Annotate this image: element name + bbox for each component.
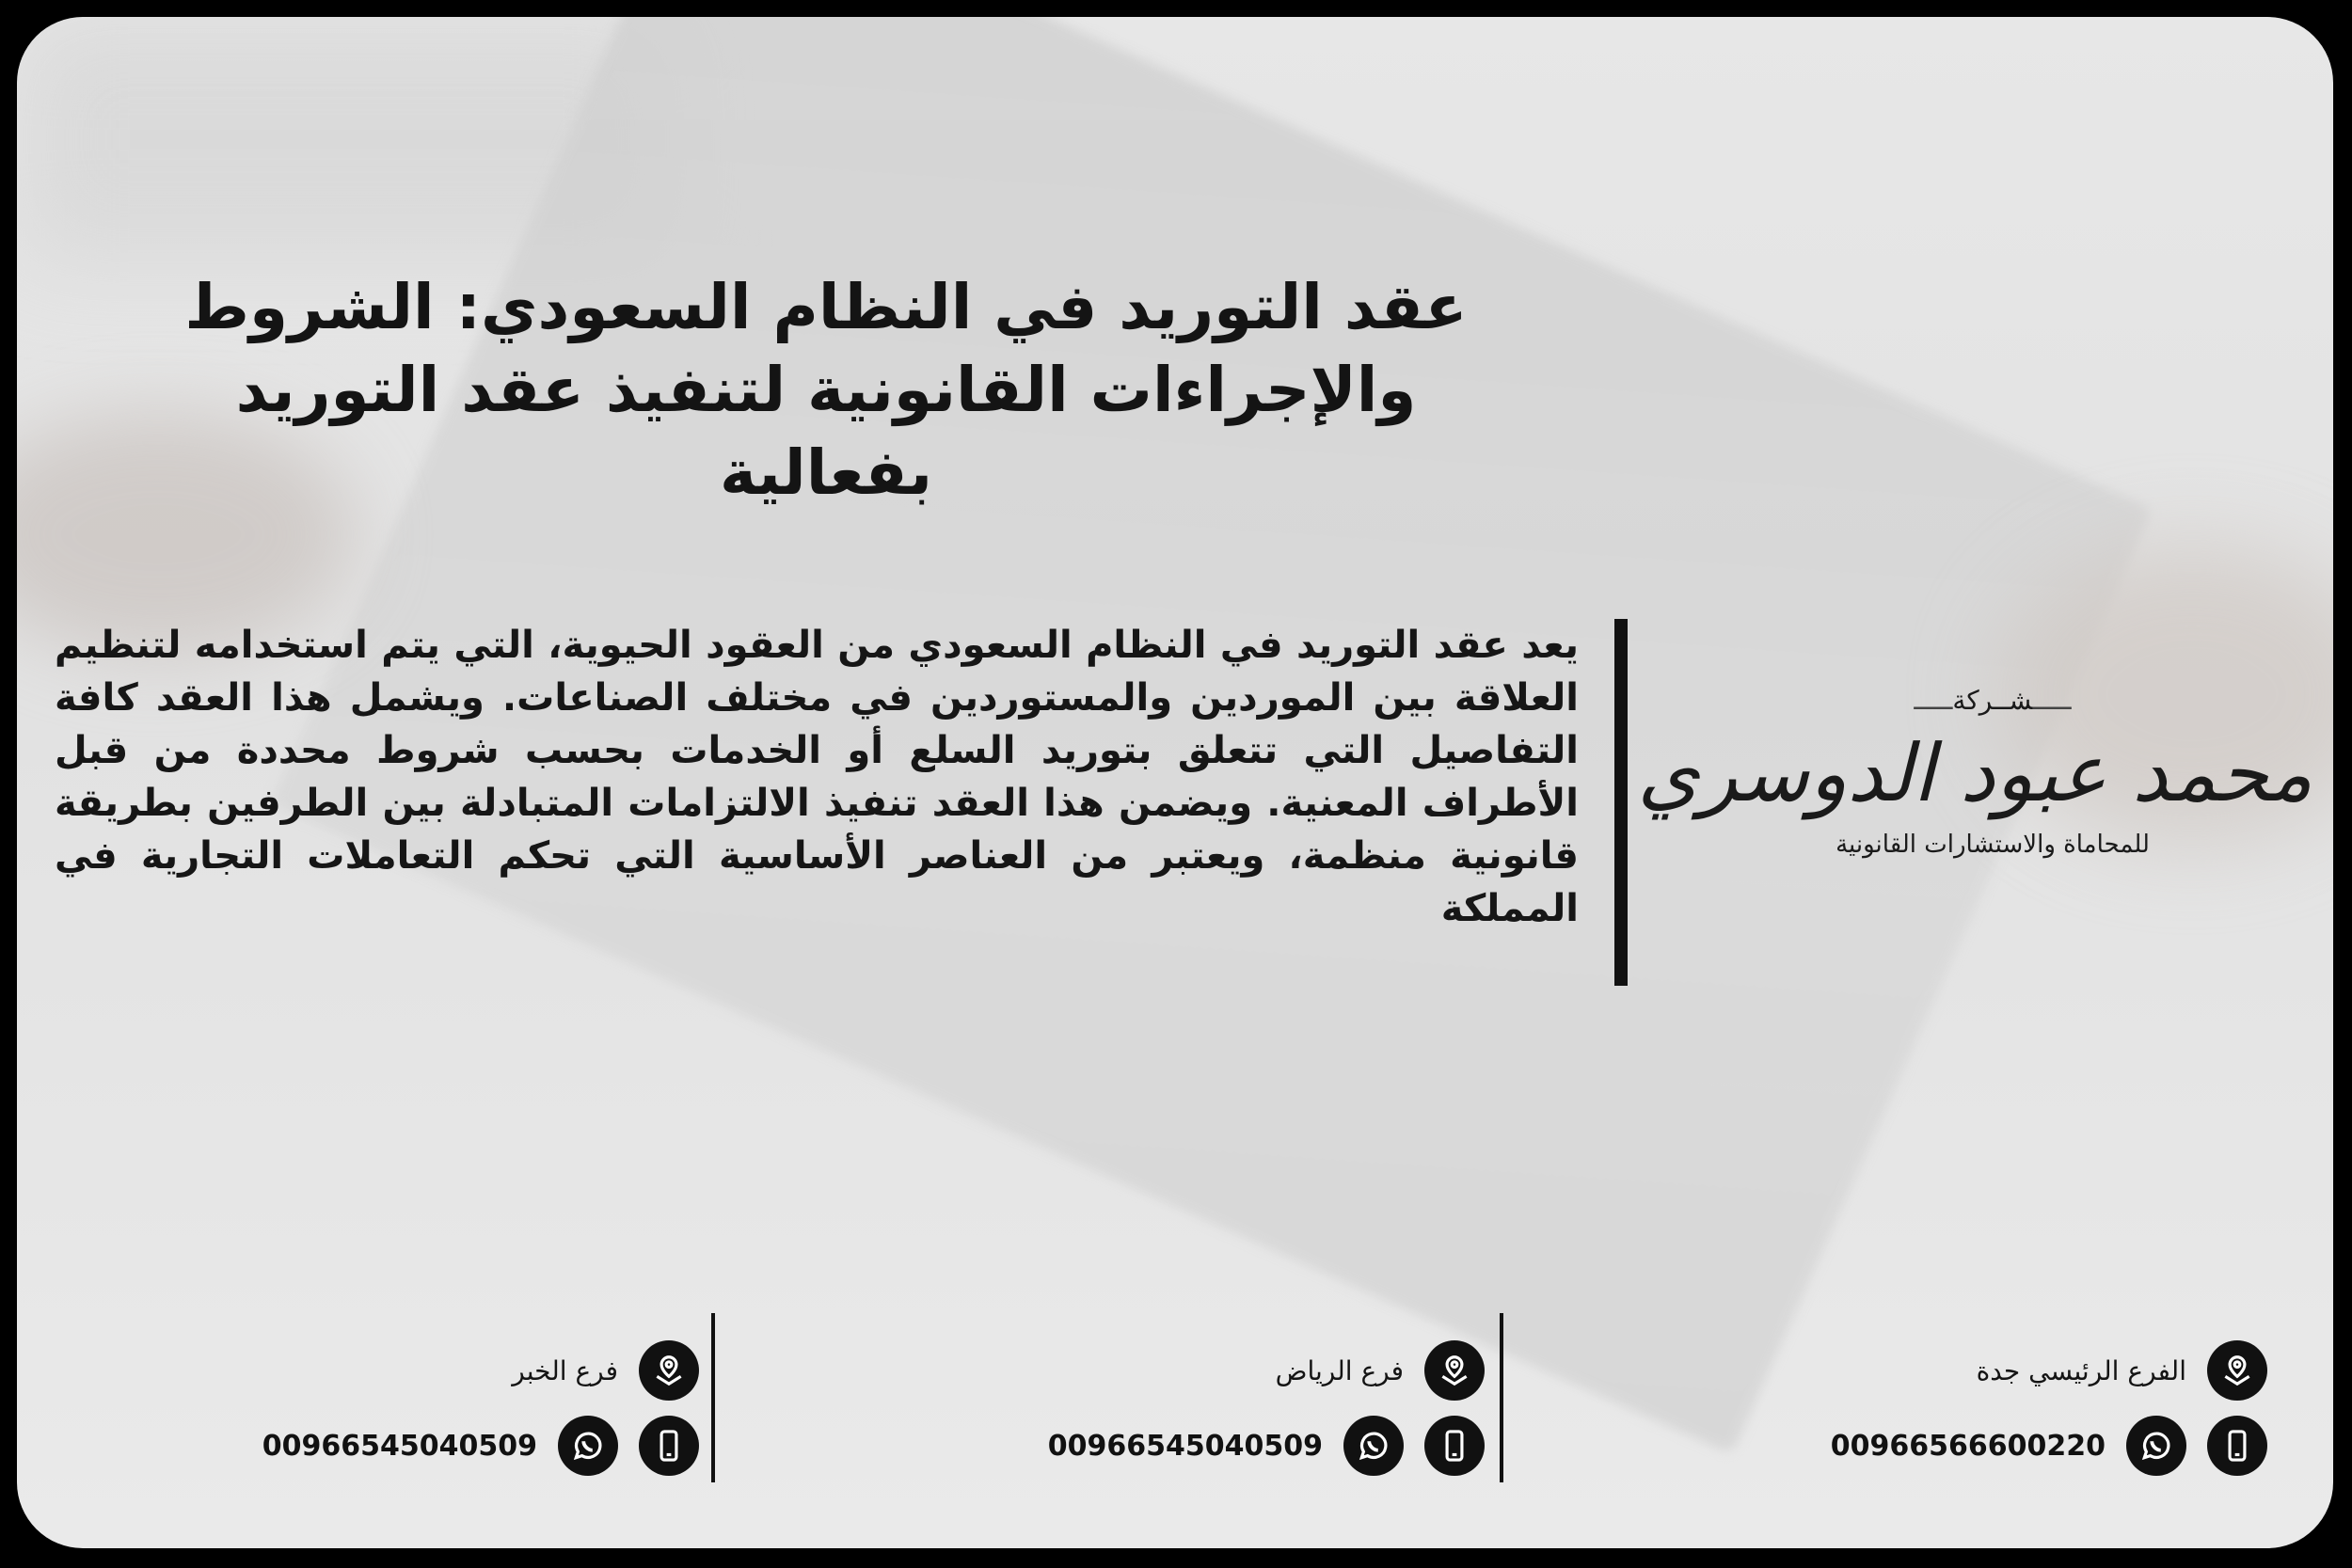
- whatsapp-icon[interactable]: [1343, 1416, 1404, 1476]
- mobile-phone-icon[interactable]: [2207, 1416, 2267, 1476]
- branch-jeddah: [1740, 1329, 2267, 1498]
- branch-label: فرع الرياض: [1275, 1354, 1404, 1386]
- branch-divider: [1500, 1313, 1503, 1482]
- branch-contact-row: [1048, 1416, 1485, 1476]
- location-icon: [1424, 1340, 1485, 1401]
- logo-tagline: للمحاماة والاستشارات القانونية: [1836, 831, 2150, 859]
- mobile-phone-icon[interactable]: [1424, 1416, 1485, 1476]
- company-logo: [1637, 685, 2312, 929]
- mobile-phone-icon[interactable]: [639, 1416, 699, 1476]
- vertical-divider: [1614, 619, 1628, 986]
- branch-phone[interactable]: 00966545040509: [1047, 1429, 1323, 1463]
- branch-label: الفرع الرئيسي جدة: [1976, 1354, 2186, 1386]
- flyer-card: [17, 17, 2333, 1548]
- branch-contact-row: [1831, 1416, 2267, 1476]
- logo-prefix: ـــــ شــركة ـــــ: [1673, 685, 2312, 716]
- article-body: يعد عقد التوريد في النظام السعودي من العقود الحيوية، التي يتم استخدامه لتنظيم العلاقة بين الموردين والمستوردين في مختلف الصناعات. ويشمل هذا العقد كافة التفاصيل التي تتعلق بتوريد السلع أو الخدمات بحسب شروط محددة من قبل الأطراف المعنية. ويضمن هذا العقد تنفيذ الالتزامات المتبادلة بين الطرفين بطريقة قانونية منظمة، ويعتبر من العناصر الأساسية التي تحكم التعاملات التجارية في المملكة: [55, 624, 1579, 930]
- branch-label-row: [512, 1340, 699, 1401]
- branch-riyadh: [958, 1329, 1485, 1498]
- branch-label-row: [1977, 1340, 2267, 1401]
- whatsapp-icon[interactable]: [558, 1416, 618, 1476]
- branch-contact-row: [262, 1416, 699, 1476]
- branch-phone[interactable]: 00966566600220: [1830, 1429, 2106, 1463]
- logo-name: محمد عبود الدوسري: [1637, 727, 2312, 819]
- whatsapp-icon[interactable]: [2126, 1416, 2186, 1476]
- branch-phone[interactable]: 00966545040509: [262, 1429, 537, 1463]
- branch-divider: [711, 1313, 715, 1482]
- branch-label-row: [1276, 1340, 1485, 1401]
- article-title: عقد التوريد في النظام السعودي: الشروط والإجراءات القانونية لتنفيذ عقد التوريد بفعالية: [184, 271, 1468, 509]
- location-icon: [639, 1340, 699, 1401]
- location-icon: [2207, 1340, 2267, 1401]
- branch-label: فرع الخبر: [512, 1354, 618, 1386]
- branch-khobar: [172, 1329, 699, 1498]
